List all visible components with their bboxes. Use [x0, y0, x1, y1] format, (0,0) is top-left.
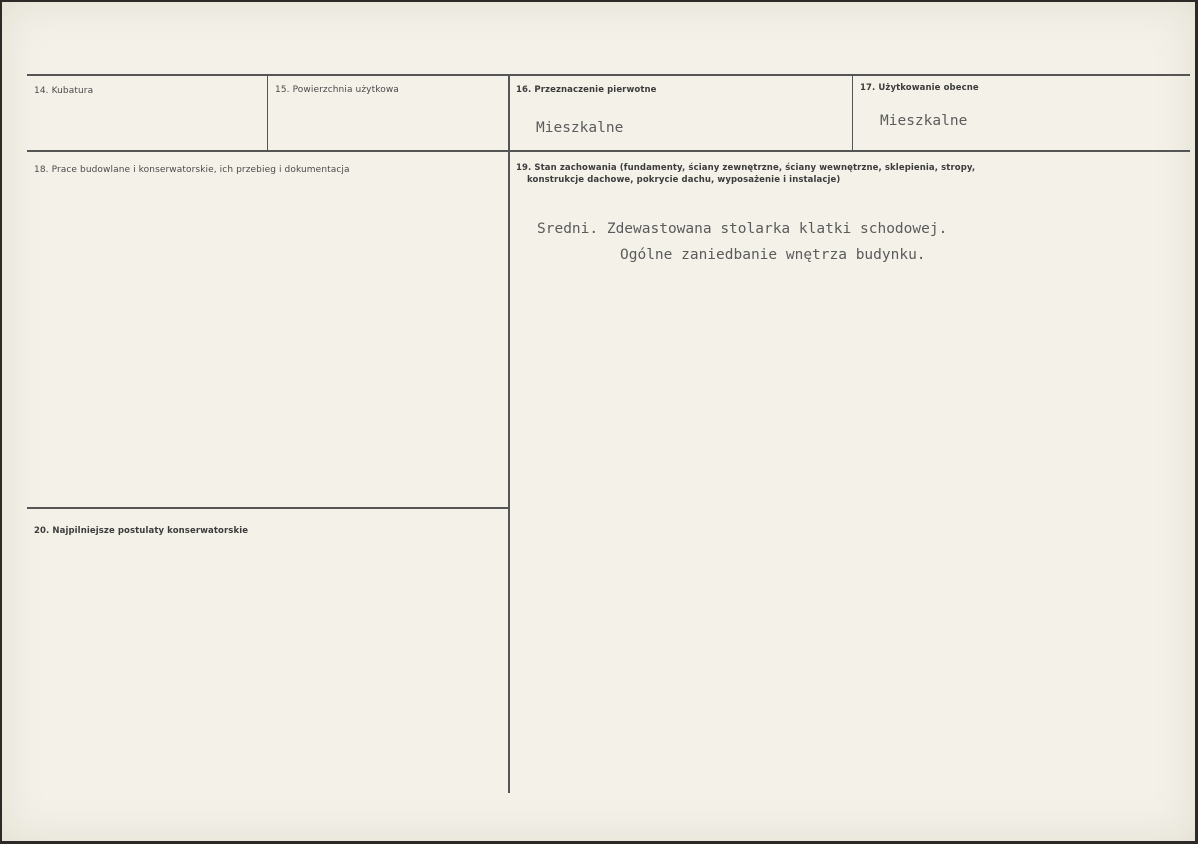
row-divider: [27, 150, 1190, 152]
field-18-label: 18. Prace budowlane i konserwatorskie, ich przebieg i dokumentacja: [34, 165, 350, 175]
main-column-divider: [508, 75, 510, 793]
field-20-label: 20. Najpilniejsze postulaty konserwatorskie: [34, 526, 249, 536]
field-15-label: 15. Powierzchnia użytkowa: [275, 85, 399, 95]
divider-17: [852, 75, 853, 151]
field-19-value-line1: Sredni. Zdewastowana stolarka klatki schodowej.: [537, 221, 948, 237]
field-19-value-line2: Ogólne zaniedbanie wnętrza budynku.: [620, 247, 926, 263]
section-20-rule: [27, 507, 509, 509]
field-17-label: 17. Użytkowanie obecne: [860, 83, 979, 93]
field-19-label-line2: konstrukcje dachowe, pokrycie dachu, wyposażenie i instalacje): [527, 175, 841, 185]
field-16-label: 16. Przeznaczenie pierwotne: [516, 85, 657, 95]
field-16-value: Mieszkalne: [536, 120, 624, 136]
top-rule: [27, 74, 1190, 76]
form-sheet: [2, 2, 1195, 841]
field-17-value: Mieszkalne: [880, 113, 968, 129]
field-19-label-line1: 19. Stan zachowania (fundamenty, ściany zewnętrzne, ściany wewnętrzne, sklepienia, stropy,: [516, 163, 976, 173]
divider-15: [267, 75, 268, 151]
field-14-label: 14. Kubatura: [34, 86, 94, 96]
